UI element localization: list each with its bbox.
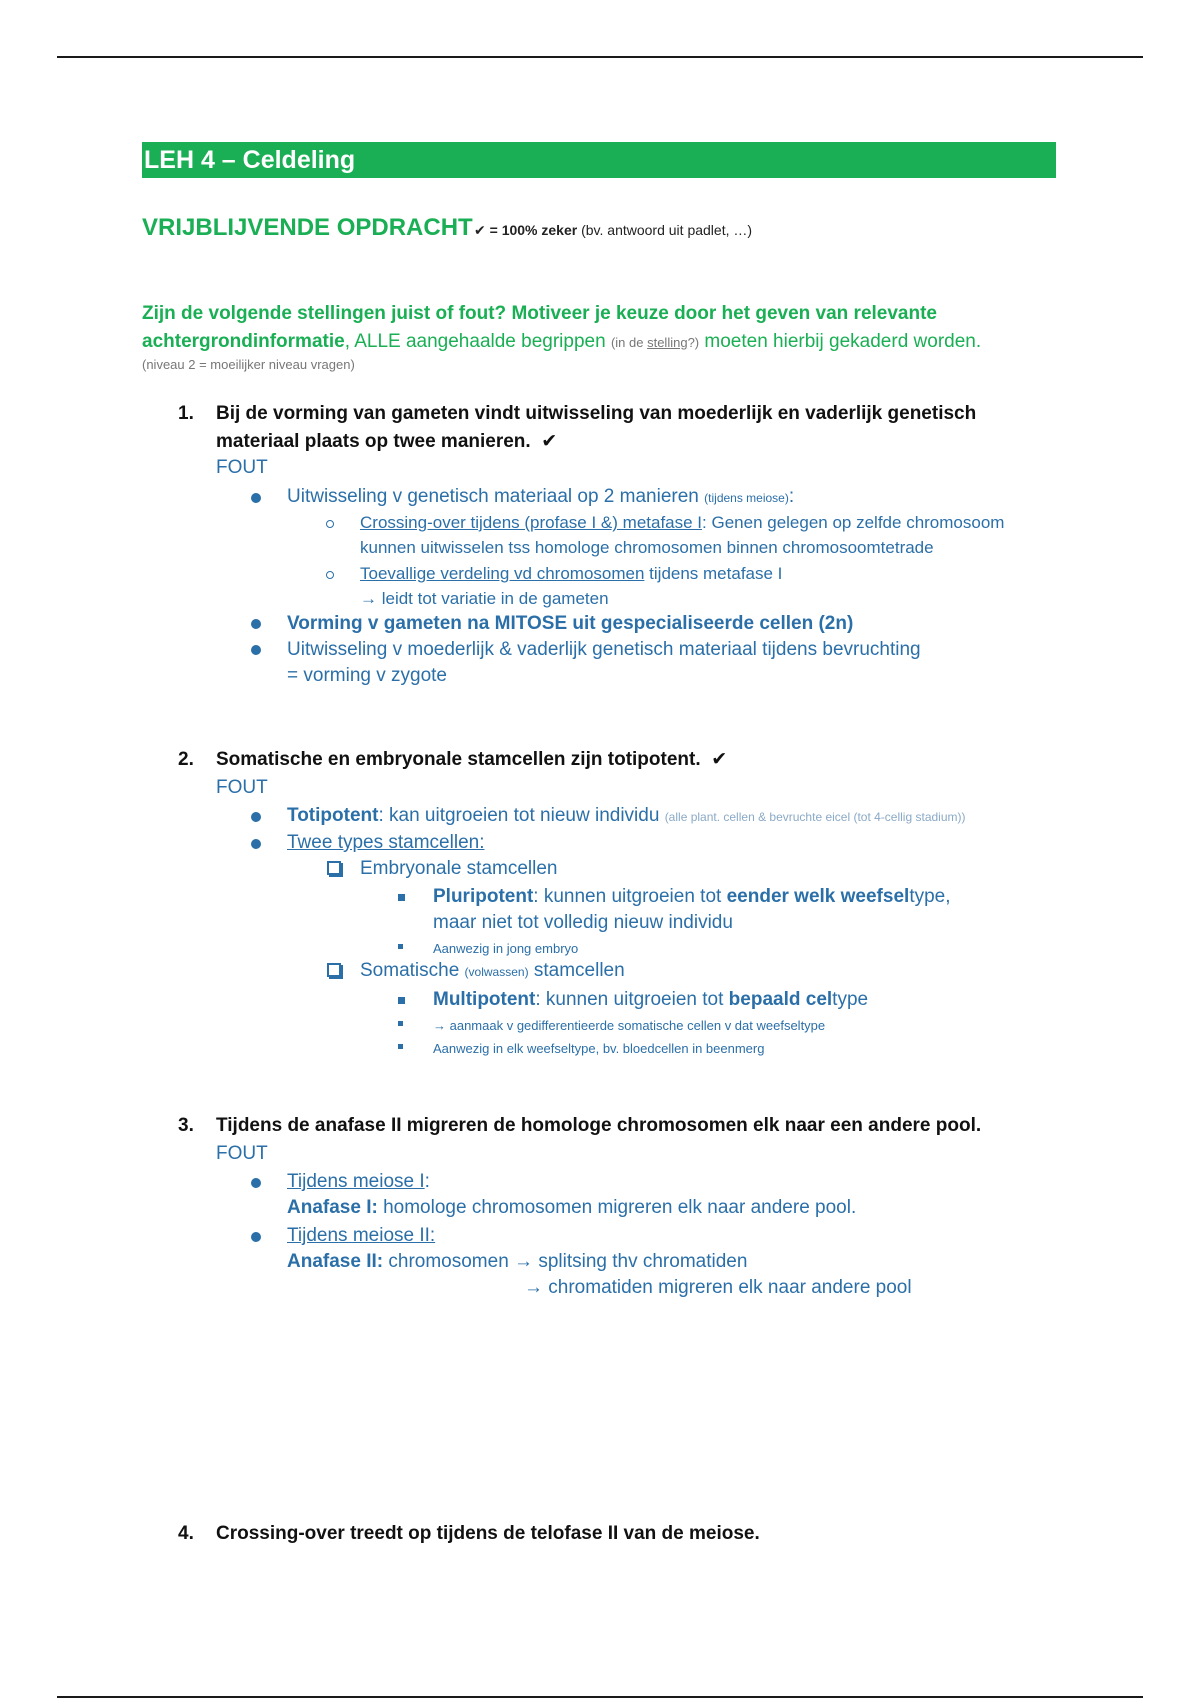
chapter-title: LEH 4 – Celdeling [144,146,356,174]
q2-bullet-1: Totipotent: kan uitgroeien tot nieuw individu (alle plant. cellen & bevruchte eicel (tot 4-cellig stadium)) [287,805,966,826]
bullet-icon [251,812,261,822]
bullet-icon [251,1178,261,1188]
q2-somatic-presence: Aanwezig in elk weefseltype, bv. bloedcellen in beenmerg [433,1041,765,1056]
q2-embryo-presence: Aanwezig in jong embryo [433,941,579,956]
verdict-q3: FOUT [216,1143,268,1164]
assignment-title: VRIJBLIJVENDE OPDRACHT [142,214,473,241]
question-2: 2. Somatische en embryonale stamcellen zijn totipotent. ✔ [178,749,728,770]
q2-bullet-2: Twee types stamcellen: [287,832,485,853]
q1-sub-2: Toevallige verdeling vd chromosomen tijdens metafase I → leidt tot variatie in de gameten [360,564,783,608]
bullet-icon [251,1232,261,1242]
q3-bullet-2: Tijdens meiose II: Anafase II: chromosomen → splitsing thv chromatiden [287,1225,748,1272]
top-rule [57,56,1143,58]
q3-bullet-1: Tijdens meiose I: Anafase I: homologe chromosomen migreren elk naar andere pool. [287,1171,857,1218]
bullet-icon [251,493,261,503]
q2-embryonic: Embryonale stamcellen [360,858,558,879]
square-bullet-icon [398,1021,403,1026]
q2-pluripotent: Pluripotent: kunnen uitgroeien tot eender welk weefseltype, maar niet tot volledig nieuw individu [433,886,951,933]
question-3: 3. Tijdens de anafase II migreren de homologe chromosomen elk naar een andere pool. [178,1115,982,1136]
bullet-icon [251,839,261,849]
q2-somatic-production: → aanmaak v gedifferentieerde somatische cellen v dat weefseltype [433,1018,826,1033]
level-note: (niveau 2 = moeilijker niveau vragen) [142,357,355,372]
square-bullet-icon [398,1044,403,1049]
q1-bullet-2: Vorming v gameten na MITOSE uit gespecialiseerde cellen (2n) [287,613,854,634]
chapter-header [142,142,1056,178]
q2-somatic: Somatische (volwassen) stamcellen [360,960,625,981]
square-bullet-icon [398,944,403,949]
verdict-q2: FOUT [216,777,268,798]
q2-multipotent: Multipotent: kunnen uitgroeien tot bepaald celtype [433,989,869,1010]
bottom-rule [57,1696,1143,1698]
intro-instructions: Zijn de volgende stellingen juist of fout? Motiveer je keuze door het geven van relevante achtergrondinformatie, ALLE aangehaalde begrippen (in de stelling?) moeten hierbij gekaderd worden. [142,303,982,352]
bullet-icon [251,619,261,629]
q3-bullet-2-line3: → chromatiden migreren elk naar andere pool [524,1277,912,1298]
check-icon: ✔ [541,431,558,452]
checkbox-icon [327,963,341,977]
q1-bullet-3: Uitwisseling v moederlijk & vaderlijk genetisch materiaal tijdens bevruchting = vorming v zygote [287,639,921,686]
square-bullet-icon [398,997,405,1004]
circle-bullet-icon [326,571,334,579]
question-1: 1. Bij de vorming van gameten vindt uitwisseling van moederlijk en vaderlijk genetisch materiaal plaats op twee manieren. ✔ [178,403,977,452]
q1-bullet-1: Uitwisseling v genetisch materiaal op 2 manieren (tijdens meiose): [287,486,795,507]
square-bullet-icon [398,894,405,901]
check-icon: ✔ [711,749,728,770]
bullet-icon [251,645,261,655]
checkbox-icon [327,861,341,875]
question-4: 4. Crossing-over treedt op tijdens de telofase II van de meiose. [178,1523,760,1544]
check-icon: ✔ [474,222,486,238]
circle-bullet-icon [326,520,334,528]
assignment-note: ✔ = 100% zeker (bv. antwoord uit padlet, …) [474,222,753,238]
verdict-q1: FOUT [216,457,268,478]
q1-sub-1: Crossing-over tijdens (profase I &) metafase I: Genen gelegen op zelfde chromosoom kunnen uitwisselen tss homologe chromosomen binnen chromosoomtetrade [360,513,1005,557]
